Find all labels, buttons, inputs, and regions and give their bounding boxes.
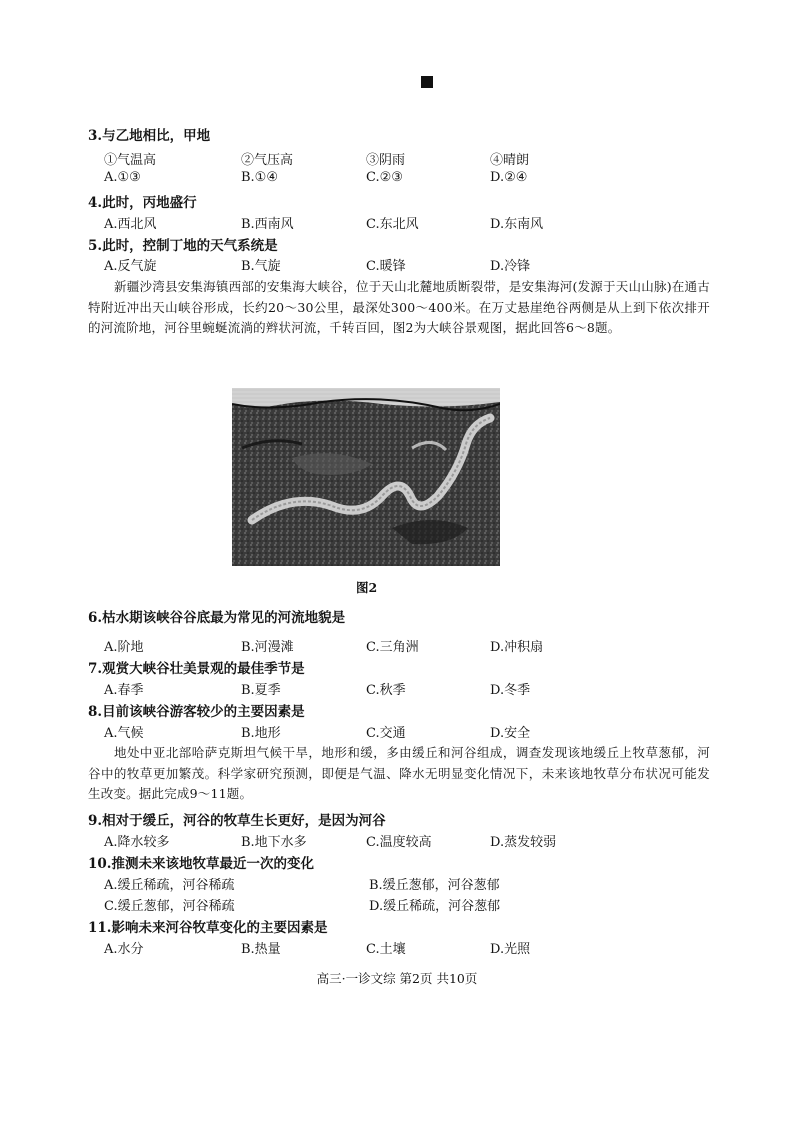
question-4-options — [104, 213, 704, 233]
option-c: C.东北风 — [366, 217, 419, 232]
passage-kazakhstan: 地处中亚北部哈萨克斯坦气候干旱，地形和缓，多由缓丘和河谷组成，调查发现该地缓丘上牧草葱郁，河谷中的牧草更加繁茂。科学家研究预测，即便是气温、降水无明显变化情况下，未来该地牧草分布状况可能发生改变。据此完成9～11题。 — [88, 745, 710, 801]
option-c: C.②③ — [366, 170, 403, 185]
question-8-options — [104, 722, 704, 742]
option-c: C.三角洲 — [366, 640, 419, 655]
option-c: C.缓丘葱郁，河谷稀疏 — [104, 899, 235, 914]
question-5-stem: 5.此时，控制丁地的天气系统是 — [88, 238, 278, 254]
question-8-stem: 8.目前该峡谷游客较少的主要因素是 — [88, 704, 305, 720]
figure-caption: 图2 — [356, 580, 378, 595]
option-a: A.降水较多 — [104, 835, 170, 850]
option-c: C.暖锋 — [366, 259, 406, 274]
option-c: C.温度较高 — [366, 835, 432, 850]
option-b: B.河漫滩 — [241, 640, 294, 655]
option-a: A.春季 — [104, 683, 144, 698]
canyon-photo — [232, 388, 500, 566]
option-b: B.西南风 — [241, 217, 294, 232]
statement-2: ②气压高 — [241, 153, 294, 168]
option-d: D.安全 — [490, 726, 531, 741]
question-10-options-row2 — [104, 895, 704, 915]
option-d: D.冬季 — [490, 683, 531, 698]
option-b: B.夏季 — [241, 683, 281, 698]
option-a: A.①③ — [104, 170, 141, 185]
option-a: A.反气旋 — [104, 259, 157, 274]
option-d: D.东南风 — [490, 217, 544, 232]
statement-4: ④晴朗 — [490, 153, 530, 168]
option-a: A.阶地 — [104, 640, 144, 655]
option-b: B.缓丘葱郁，河谷葱郁 — [369, 878, 500, 893]
question-5-options — [104, 255, 704, 275]
option-c: C.土壤 — [366, 942, 406, 957]
option-b: B.地下水多 — [241, 835, 307, 850]
statement-1: ①气温高 — [104, 153, 157, 168]
question-4-stem: 4.此时，丙地盛行 — [88, 195, 197, 211]
question-9-options — [104, 831, 704, 851]
option-b: B.地形 — [241, 726, 281, 741]
option-c: C.秋季 — [366, 683, 406, 698]
option-b: B.①④ — [241, 170, 278, 185]
option-d: D.冲积扇 — [490, 640, 544, 655]
question-10-options-row1 — [104, 874, 704, 894]
question-10-stem: 10.推测未来该地牧草最近一次的变化 — [88, 856, 314, 872]
question-7-options — [104, 679, 704, 699]
question-6-options — [104, 636, 704, 656]
question-11-stem: 11.影响未来河谷牧草变化的主要因素是 — [88, 920, 328, 936]
statement-3: ③阴雨 — [366, 153, 406, 168]
option-b: B.气旋 — [241, 259, 281, 274]
option-c: C.交通 — [366, 726, 406, 741]
option-a: A.西北风 — [104, 217, 157, 232]
question-9-stem: 9.相对于缓丘，河谷的牧草生长更好，是因为河谷 — [88, 813, 386, 829]
option-d: D.冷锋 — [490, 259, 531, 274]
question-6-stem: 6.枯水期该峡谷谷底最为常见的河流地貌是 — [88, 610, 346, 626]
question-3-stem: 3.与乙地相比，甲地 — [88, 128, 211, 144]
passage-canyon: 新疆沙湾县安集海镇西部的安集海大峡谷，位于天山北麓地质断裂带，是安集海河(发源于天山山脉)在通古特附近冲出天山峡谷形成，长约20～30公里，最深处300～400米。在万丈悬崖绝谷两侧是从上到下依次排开的河流阶地，河谷里蜿蜒流淌的辫状河流，千转百回，图2为大峡谷景观图，据此回答6～8题。 — [88, 279, 710, 335]
option-a: A.水分 — [104, 942, 144, 957]
question-3-statements — [104, 149, 704, 169]
option-d: D.②④ — [490, 170, 528, 185]
option-b: B.热量 — [241, 942, 281, 957]
option-a: A.缓丘稀疏，河谷稀疏 — [104, 878, 235, 893]
page-footer: 高三·一诊文综 第2页 共10页 — [316, 971, 478, 986]
question-3-options — [104, 170, 704, 190]
option-d: D.光照 — [490, 942, 531, 957]
option-d: D.蒸发较弱 — [490, 835, 557, 850]
option-d: D.缓丘稀疏，河谷葱郁 — [369, 899, 501, 914]
question-7-stem: 7.观赏大峡谷壮美景观的最佳季节是 — [88, 661, 305, 677]
option-a: A.气候 — [104, 726, 144, 741]
question-11-options — [104, 938, 704, 958]
registration-mark — [421, 76, 433, 88]
